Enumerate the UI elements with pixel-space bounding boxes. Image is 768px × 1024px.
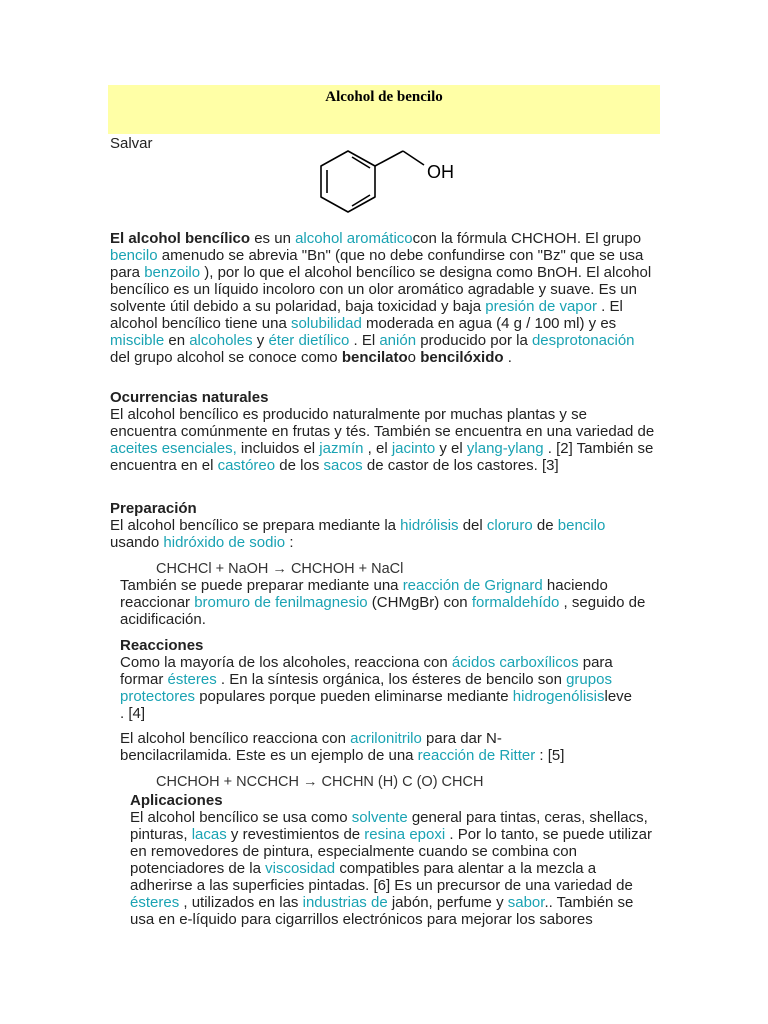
- text-run: El alcohol bencílico se usa como: [130, 809, 352, 826]
- text-run: , utilizados en las: [179, 894, 303, 911]
- section-occurrences: [110, 389, 655, 474]
- intro-text: [110, 230, 655, 366]
- text-run: . Por lo tanto, se puede utilizar en removedores de pintura, especialmente cuando se combina con potenciadores de la: [130, 826, 652, 877]
- bold-term: bencilóxido: [420, 349, 504, 366]
- benzyl-alcohol-structure-image: [300, 145, 470, 225]
- text-run: para dar N-bencilacrilamida. Este es un ejemplo de una: [120, 730, 502, 764]
- text-run: general para tintas, ceras, shellacs, pinturas,: [130, 809, 648, 843]
- text-run: del grupo alcohol se conoce como: [110, 349, 342, 366]
- text-run: . En la síntesis orgánica, los ésteres de bencilo son: [216, 671, 567, 688]
- wiki-link[interactable]: jacinto: [391, 440, 436, 457]
- wiki-link[interactable]: solubilidad: [290, 315, 362, 332]
- text-run: Como la mayoría de los alcoholes, reacciona con: [120, 654, 452, 671]
- ritter-paragraph: [120, 730, 590, 764]
- section-heading: Reacciones: [120, 637, 204, 654]
- text-run: del: [458, 517, 487, 534]
- section-text: [120, 730, 590, 764]
- grignard-paragraph: [120, 577, 660, 628]
- hydroxyl-label: OH: [427, 162, 454, 182]
- text-run: También se puede preparar mediante una: [120, 577, 403, 594]
- wiki-link[interactable]: castóreo: [217, 457, 276, 474]
- section-preparation: [110, 500, 655, 551]
- text-run: : [5]: [535, 747, 565, 764]
- text-run: :: [285, 534, 294, 551]
- text-run: menudo se abrevia "Bn" (que no debe confundirse con "Bz" que se usa para: [110, 247, 644, 281]
- section-text: [110, 406, 655, 474]
- text-run: .. También se usa en e-líquido para cigarrillos electrónicos para mejorar los sabores: [130, 894, 634, 928]
- wiki-link[interactable]: cloruro: [486, 517, 533, 534]
- wiki-link[interactable]: alcohol aromático: [295, 230, 413, 247]
- wiki-link[interactable]: lacas: [191, 826, 227, 843]
- wiki-link[interactable]: benzoilo: [144, 264, 201, 281]
- benzene-ring: [321, 151, 375, 212]
- wiki-link[interactable]: bencilo: [110, 247, 158, 264]
- text-run: de castor de los castores. [3]: [362, 457, 559, 474]
- wiki-link[interactable]: formaldehído: [471, 594, 560, 611]
- wiki-link[interactable]: viscosidad: [265, 860, 336, 877]
- wiki-link[interactable]: reacción de Grignard: [402, 577, 543, 594]
- section-heading: Preparación: [110, 500, 197, 517]
- c-o-bond: [403, 151, 424, 165]
- intro-paragraph: [110, 230, 655, 366]
- wiki-link[interactable]: jazmín: [319, 440, 364, 457]
- wiki-link[interactable]: alcoholes: [189, 332, 253, 349]
- section-heading: Aplicaciones: [130, 792, 223, 809]
- page-title: Alcohol de bencilo: [325, 89, 443, 105]
- wiki-link[interactable]: bencilo: [557, 517, 606, 534]
- wiki-link[interactable]: sabor: [507, 894, 545, 911]
- wiki-link[interactable]: acrilonitrilo: [350, 730, 422, 747]
- wiki-link[interactable]: aceites esenciales,: [110, 440, 237, 457]
- text-run: ), por lo que el alcohol bencílico se designa como BnOH. El alcohol bencílico es un líquido incoloro con un olor aromático agradable y suave. Es un solvente útil debido a su polaridad, baja toxicidad y baja: [110, 264, 652, 315]
- wiki-link[interactable]: hidrogenólisis: [512, 688, 605, 705]
- wiki-link[interactable]: resina epoxi: [364, 826, 446, 843]
- wiki-link[interactable]: industrias de: [302, 894, 388, 911]
- text-run: compatibles para alentar a la mezcla a adherirse a las superficies pintadas. [6] Es un precursor de una variedad de: [130, 860, 633, 894]
- section-text: [120, 577, 660, 628]
- save-link[interactable]: Salvar: [110, 135, 153, 152]
- wiki-link[interactable]: anión: [379, 332, 417, 349]
- wiki-link[interactable]: grupos protectores: [120, 671, 612, 705]
- text-run: .: [503, 349, 512, 366]
- text-run: y el: [435, 440, 467, 457]
- wiki-link[interactable]: presión de vapor: [485, 298, 597, 315]
- bold-term: bencilato: [341, 349, 408, 366]
- wiki-link[interactable]: ésteres: [167, 671, 217, 688]
- text-run: , el: [363, 440, 392, 457]
- text-run: de los: [275, 457, 324, 474]
- wiki-link[interactable]: bromuro de fenilmagnesio: [194, 594, 368, 611]
- wiki-link[interactable]: éter dietílico: [268, 332, 350, 349]
- section-applications: [130, 792, 660, 928]
- text-run: leve . [4]: [120, 688, 633, 722]
- wiki-link[interactable]: solvente: [351, 809, 408, 826]
- text-run: es un: [250, 230, 296, 247]
- text-run: y revestimientos de: [226, 826, 365, 843]
- text-run: o: [407, 349, 421, 366]
- text-run: El alcohol bencílico se prepara mediante la: [110, 517, 401, 534]
- ritter-equation: CHCHOH + NCCHCH → CHCHN (H) C (O) CHCH: [156, 774, 484, 790]
- text-run: haciendo reaccionar: [120, 577, 608, 611]
- wiki-link[interactable]: ylang-ylang: [466, 440, 544, 457]
- wiki-link[interactable]: sacos: [323, 457, 363, 474]
- text-run: de: [532, 517, 558, 534]
- section-text: [120, 654, 640, 722]
- section-text: [110, 517, 655, 551]
- text-run: , seguido de acidificación.: [120, 594, 646, 628]
- text-run: moderada en agua (4 g / 100 ml) y es: [361, 315, 617, 332]
- ch2-bond: [375, 151, 403, 166]
- wiki-link[interactable]: hidrólisis: [400, 517, 459, 534]
- text-run: (CHMgBr) con: [367, 594, 472, 611]
- text-run: . [2] También se encuentra en el: [110, 440, 654, 474]
- title-banner: [108, 85, 660, 134]
- text-run: El alcohol bencílico reacciona con: [120, 730, 351, 747]
- text-run: y: [252, 332, 269, 349]
- section-text: [130, 809, 660, 928]
- wiki-link[interactable]: ésteres: [130, 894, 180, 911]
- text-run: usando: [110, 534, 164, 551]
- wiki-link[interactable]: desprotonación: [531, 332, 635, 349]
- text-run: El alcohol bencílico es producido naturalmente por muchas plantas y se encuentra comúnmente en frutas y tés. También se encuentra en una variedad de: [110, 406, 655, 440]
- wiki-link[interactable]: hidróxido de sodio: [163, 534, 286, 551]
- text-run: populares porque pueden eliminarse mediante: [195, 688, 513, 705]
- bold-term: El alcohol bencílico: [110, 230, 251, 247]
- section-heading: Ocurrencias naturales: [110, 389, 269, 406]
- section-reactions: [120, 637, 640, 722]
- wiki-link[interactable]: reacción de Ritter: [417, 747, 536, 764]
- text-run: incluidos el: [236, 440, 320, 457]
- text-run: con la fórmula CHCHOH. El grupo: [412, 230, 642, 247]
- text-run: jabón, perfume y: [387, 894, 508, 911]
- wiki-link[interactable]: miscible: [110, 332, 165, 349]
- text-run: a: [157, 247, 171, 264]
- text-run: . El alcohol bencílico tiene una: [110, 298, 623, 332]
- text-run: en: [164, 332, 190, 349]
- wiki-link[interactable]: ácidos carboxílicos: [451, 654, 579, 671]
- text-run: . El: [349, 332, 380, 349]
- text-run: producido por la: [416, 332, 532, 349]
- text-run: para formar: [120, 654, 613, 688]
- hydrolysis-equation: CHCHCl + NaOH → CHCHOH + NaCl: [156, 561, 404, 577]
